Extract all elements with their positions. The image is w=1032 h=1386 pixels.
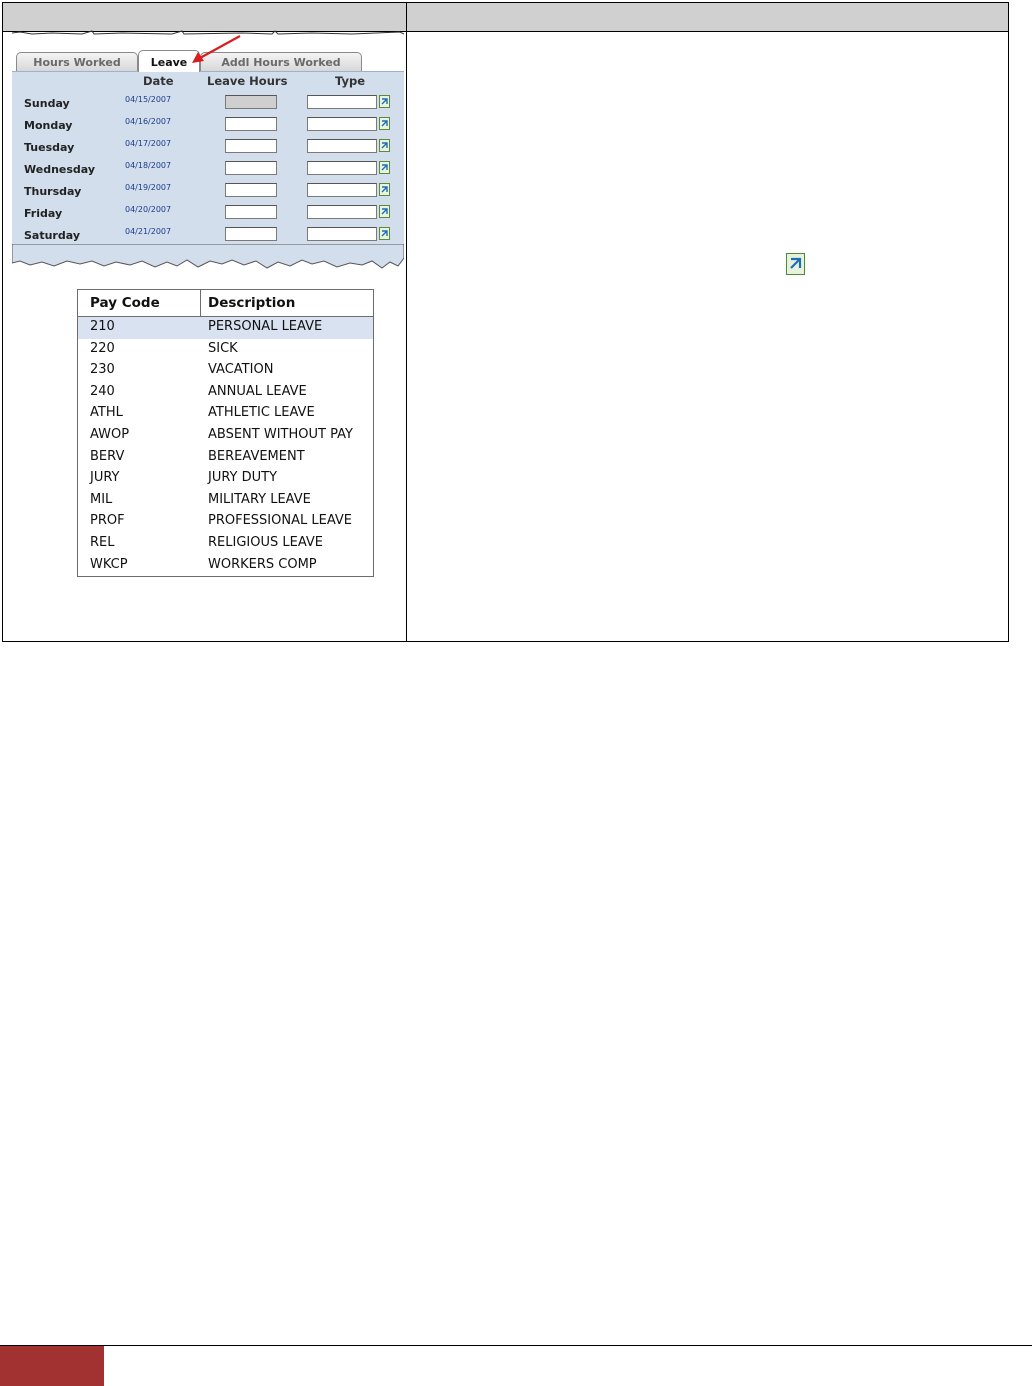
pay-code-row[interactable]	[78, 360, 373, 382]
lookup-icon[interactable]	[379, 205, 390, 218]
lookup-icon[interactable]	[379, 117, 390, 130]
day-name: Sunday	[24, 97, 70, 110]
pay-code-table-header	[78, 290, 373, 317]
pay-code: JURY	[90, 470, 120, 486]
lookup-icon[interactable]	[379, 161, 390, 174]
day-name: Friday	[24, 207, 63, 220]
pay-description: MILITARY LEAVE	[208, 491, 311, 507]
header-pay-code: Pay Code	[90, 295, 160, 311]
day-row-sunday	[12, 93, 404, 115]
torn-edge-bottom	[12, 244, 404, 270]
day-row-wednesday	[12, 159, 404, 181]
tab-leave[interactable]: Leave	[138, 50, 200, 72]
pay-code: ATHL	[90, 405, 123, 421]
leave-type-input[interactable]	[307, 183, 377, 197]
pay-code: MIL	[90, 491, 113, 507]
leave-hours-input	[225, 95, 277, 109]
tab-addl-hours-worked[interactable]: Addl Hours Worked	[200, 52, 362, 72]
pay-code-row[interactable]	[78, 425, 373, 447]
pay-description: ABSENT WITHOUT PAY	[208, 427, 353, 442]
leave-type-input[interactable]	[307, 95, 377, 109]
pay-description: JURY DUTY	[208, 470, 278, 486]
pay-description: BEREAVEMENT	[208, 448, 305, 464]
header-divider	[200, 290, 201, 316]
pay-description: WORKERS COMP	[208, 556, 317, 572]
pay-description: ATHLETIC LEAVE	[208, 405, 315, 421]
leave-type-input[interactable]	[307, 227, 377, 241]
leave-hours-input[interactable]	[225, 161, 277, 175]
leave-hours-input[interactable]	[225, 139, 277, 153]
pay-description: VACATION	[208, 362, 274, 378]
day-date: 04/18/2007	[125, 161, 172, 170]
leave-hours-input[interactable]	[225, 117, 277, 131]
pay-code-row[interactable]	[78, 317, 373, 339]
day-date: 04/21/2007	[125, 227, 172, 236]
pay-code: REL	[90, 535, 115, 550]
pay-code: 220	[90, 340, 115, 356]
pay-code: 210	[90, 319, 115, 334]
pay-code-table	[77, 289, 374, 577]
header-type: Type	[335, 74, 366, 88]
day-name: Thursday	[24, 185, 82, 198]
day-date: 04/15/2007	[125, 95, 172, 104]
day-row-thursday	[12, 181, 404, 203]
day-name: Monday	[24, 119, 73, 132]
leave-panel	[12, 71, 404, 248]
pay-description: ANNUAL LEAVE	[208, 383, 307, 399]
column-divider	[406, 3, 407, 641]
pay-code-row[interactable]	[78, 403, 373, 425]
day-date: 04/17/2007	[125, 139, 172, 148]
pay-description: RELIGIOUS LEAVE	[208, 535, 323, 550]
pay-code-row[interactable]	[78, 447, 373, 469]
leave-hours-input[interactable]	[225, 205, 277, 219]
lookup-icon[interactable]	[379, 227, 390, 240]
day-date: 04/16/2007	[125, 117, 172, 126]
leave-type-input[interactable]	[307, 139, 377, 153]
pay-code: AWOP	[90, 427, 130, 442]
day-date: 04/20/2007	[125, 205, 172, 214]
footer-rule	[0, 1345, 1032, 1346]
table-header-bar	[3, 3, 1008, 32]
lookup-icon[interactable]	[379, 139, 390, 152]
leave-screenshot	[12, 30, 404, 270]
header-description: Description	[208, 295, 296, 311]
lookup-icon[interactable]	[379, 183, 390, 196]
pay-code: 230	[90, 362, 115, 378]
day-row-friday	[12, 203, 404, 225]
pay-code-row[interactable]	[78, 490, 373, 512]
day-row-monday	[12, 115, 404, 137]
pay-code-row[interactable]	[78, 382, 373, 404]
day-row-tuesday	[12, 137, 404, 159]
pay-code-row[interactable]	[78, 511, 373, 533]
leave-hours-input[interactable]	[225, 227, 277, 241]
pay-code: 240	[90, 383, 115, 399]
pay-code-row[interactable]	[78, 339, 373, 361]
header-date: Date	[143, 74, 174, 88]
pay-description: PROFESSIONAL LEAVE	[208, 513, 352, 529]
day-name: Tuesday	[24, 141, 75, 154]
leave-type-input[interactable]	[307, 205, 377, 219]
pay-description: PERSONAL LEAVE	[208, 319, 323, 334]
leave-hours-input[interactable]	[225, 183, 277, 197]
day-name: Wednesday	[24, 163, 96, 176]
pay-code: WKCP	[90, 556, 128, 572]
lookup-icon	[786, 253, 805, 275]
header-leave-hours: Leave Hours	[207, 74, 288, 88]
leave-type-input[interactable]	[307, 161, 377, 175]
pay-code-row[interactable]	[78, 555, 373, 577]
pay-code-row[interactable]	[78, 468, 373, 490]
day-name: Saturday	[24, 229, 80, 242]
footer-accent-block	[0, 1346, 104, 1386]
pay-code: PROF	[90, 513, 125, 529]
pay-description: SICK	[208, 340, 238, 356]
tab-hours-worked[interactable]: Hours Worked	[16, 52, 138, 72]
day-date: 04/19/2007	[125, 183, 172, 192]
red-arrow-icon	[188, 34, 244, 64]
leave-type-input[interactable]	[307, 117, 377, 131]
lookup-icon[interactable]	[379, 95, 390, 108]
pay-code: BERV	[90, 448, 125, 464]
pay-code-row[interactable]	[78, 533, 373, 555]
